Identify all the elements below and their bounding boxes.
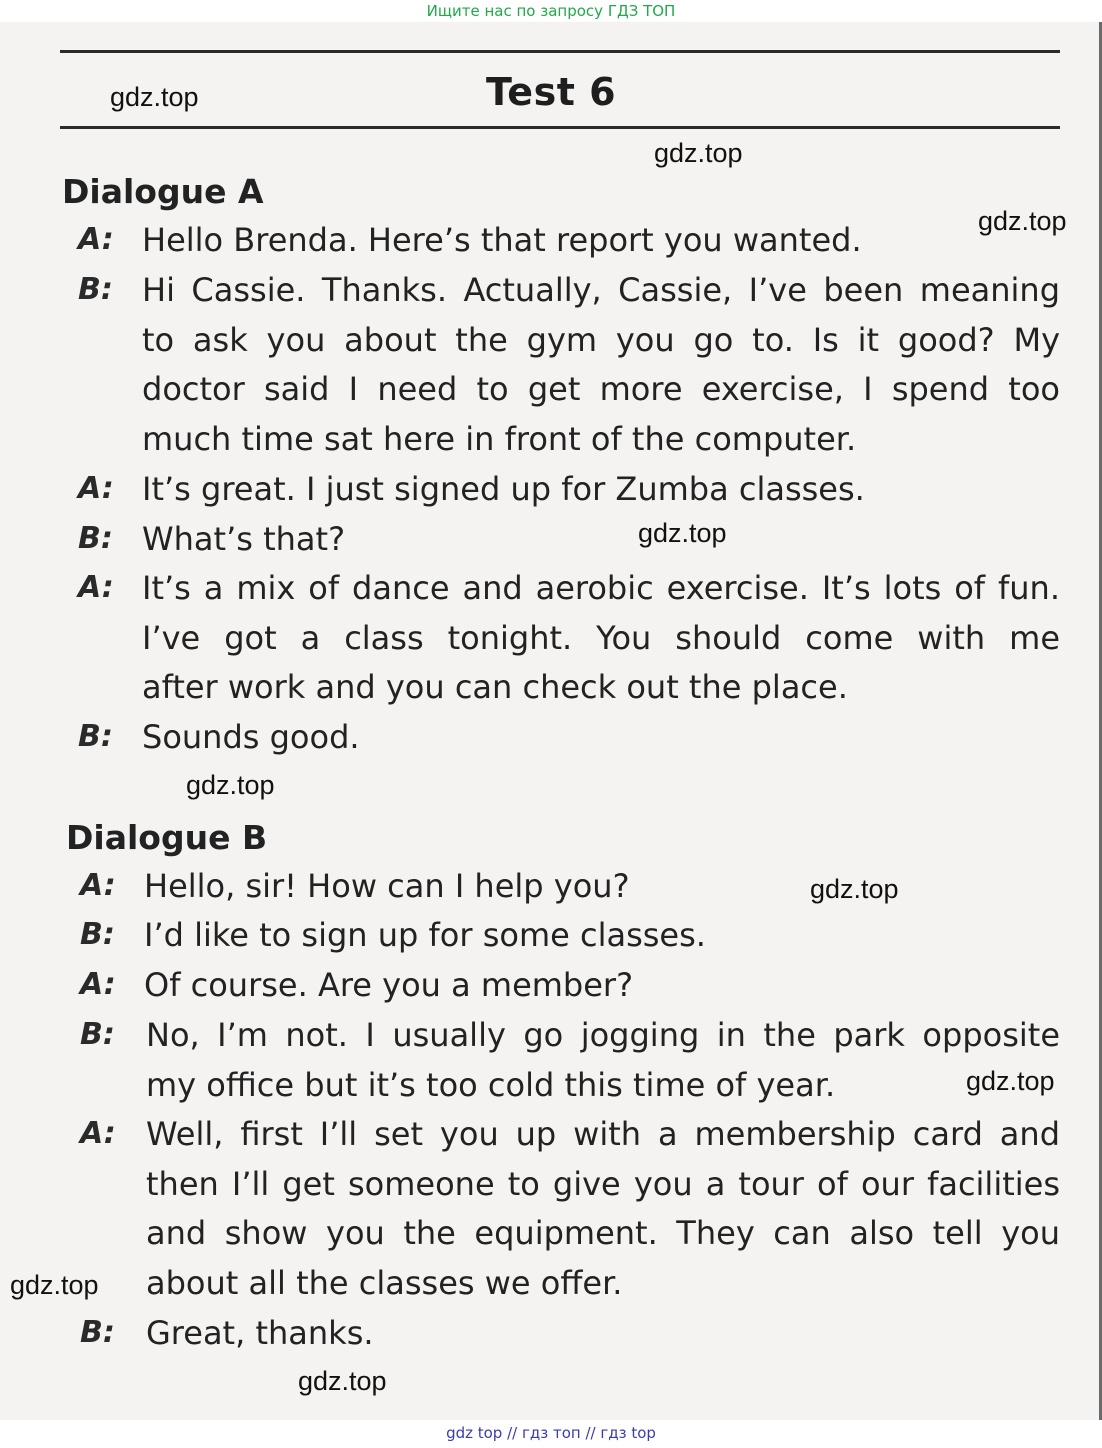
top-banner[interactable]: Ищите нас по запросу ГДЗ ТОП <box>426 2 676 20</box>
dialogue-line: Hello, sir! How can I help you? <box>144 867 630 905</box>
dialogue-line: much time sat here in front of the computer. <box>142 420 857 458</box>
dialogue-line: No, I’m not. I usually go jogging in the park opposite <box>146 1016 1060 1054</box>
dialogue-line: then I’ll get someone to give you a tour of our facilities <box>146 1165 1060 1203</box>
watermark: gdz.top <box>978 206 1067 236</box>
speaker-label: B: <box>78 521 113 556</box>
speaker-label: B: <box>78 272 113 307</box>
dialogue-line: Sounds good. <box>142 718 360 756</box>
speaker-label: A: <box>80 1116 116 1151</box>
speaker-label: A: <box>78 222 114 257</box>
dialogue-line: to ask you about the gym you go to. Is it good? My <box>142 321 1060 359</box>
bottom-banner[interactable]: gdz top // гдз топ // гдз top <box>446 1424 656 1442</box>
dialogue-a-heading: Dialogue A <box>62 172 264 211</box>
dialogue-line: Well, first I’ll set you up with a membership card and <box>146 1115 1060 1153</box>
dialogue-b-heading: Dialogue B <box>66 818 268 857</box>
dialogue-line: Hi Cassie. Thanks. Actually, Cassie, I’ve been meaning <box>142 271 1060 309</box>
scanned-page <box>0 22 1102 1420</box>
dialogue-line: I’d like to sign up for some classes. <box>144 916 706 954</box>
dialogue-line: It’s great. I just signed up for Zumba classes. <box>142 470 865 508</box>
speaker-label: B: <box>80 1315 115 1350</box>
watermark: gdz.top <box>298 1366 387 1396</box>
speaker-label: A: <box>80 868 116 903</box>
dialogue-line: I’ve got a class tonight. You should come with me <box>142 619 1060 657</box>
watermark: gdz.top <box>186 770 275 800</box>
watermark: gdz.top <box>638 518 727 548</box>
speaker-label: B: <box>78 719 113 754</box>
dialogue-line: It’s a mix of dance and aerobic exercise. It’s lots of fun. <box>142 569 1060 607</box>
dialogue-line: my office but it’s too cold this time of year. <box>146 1066 836 1104</box>
title-rule-top <box>60 50 1060 53</box>
title-rule-bottom <box>60 126 1060 129</box>
speaker-label: A: <box>78 471 114 506</box>
speaker-label: A: <box>78 570 114 605</box>
dialogue-line: Great, thanks. <box>146 1314 374 1352</box>
dialogue-line: and show you the equipment. They can also tell you <box>146 1214 1060 1252</box>
watermark: gdz.top <box>966 1066 1055 1096</box>
speaker-label: B: <box>80 1017 115 1052</box>
page-title: Test 6 <box>485 70 617 114</box>
dialogue-line: about all the classes we offer. <box>146 1264 623 1302</box>
speaker-label: A: <box>80 967 116 1002</box>
watermark: gdz.top <box>654 138 743 168</box>
watermark: gdz.top <box>110 82 199 112</box>
watermark: gdz.top <box>10 1270 99 1300</box>
dialogue-line: Of course. Are you a member? <box>144 966 634 1004</box>
dialogue-line: doctor said I need to get more exercise, I spend too <box>142 370 1060 408</box>
speaker-label: B: <box>80 917 115 952</box>
dialogue-line: What’s that? <box>142 520 346 558</box>
watermark: gdz.top <box>810 874 899 904</box>
dialogue-line: after work and you can check out the place. <box>142 668 848 706</box>
dialogue-line: Hello Brenda. Here’s that report you wanted. <box>142 221 862 259</box>
